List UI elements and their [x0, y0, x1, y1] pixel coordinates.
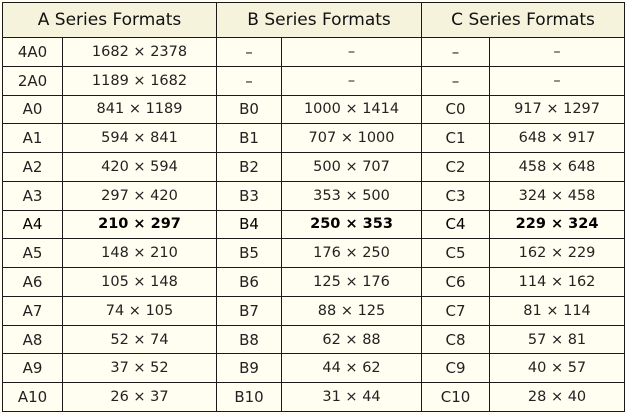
- b-dimensions-cell: 44 × 62: [282, 354, 422, 383]
- table-row: [3, 95, 625, 124]
- b-dimensions-cell: –: [282, 38, 422, 67]
- table-row: [3, 181, 625, 210]
- a-format-cell: A6: [3, 268, 63, 297]
- a-format-cell: A3: [3, 181, 63, 210]
- a-dimensions-cell: 26 × 37: [63, 383, 217, 412]
- c-format-cell: C4: [422, 210, 490, 239]
- a-format-cell: A10: [3, 383, 63, 412]
- c-dimensions-cell: 81 × 114: [490, 296, 625, 325]
- b-dimensions-cell: –: [282, 66, 422, 95]
- a-dimensions-cell: 1189 × 1682: [63, 66, 217, 95]
- c-format-cell: C8: [422, 325, 490, 354]
- header-row: [3, 3, 625, 38]
- a-dimensions-cell: 297 × 420: [63, 181, 217, 210]
- paper-sizes-table: [2, 2, 625, 412]
- c-dimensions-cell: 229 × 324: [490, 210, 625, 239]
- c-dimensions-cell: 458 × 648: [490, 153, 625, 182]
- b-dimensions-cell: 500 × 707: [282, 153, 422, 182]
- a-format-cell: A0: [3, 95, 63, 124]
- b-format-cell: B6: [217, 268, 282, 297]
- table-body: [3, 38, 625, 412]
- a-format-cell: A7: [3, 296, 63, 325]
- a-format-cell: A5: [3, 239, 63, 268]
- b-format-cell: B1: [217, 124, 282, 153]
- a-dimensions-cell: 210 × 297: [63, 210, 217, 239]
- table-row: [3, 153, 625, 182]
- c-series-header: C Series Formats: [422, 3, 625, 38]
- table-row: [3, 296, 625, 325]
- c-dimensions-cell: 114 × 162: [490, 268, 625, 297]
- table-row: [3, 124, 625, 153]
- c-dimensions-cell: 324 × 458: [490, 181, 625, 210]
- a-dimensions-cell: 52 × 74: [63, 325, 217, 354]
- b-format-cell: B7: [217, 296, 282, 325]
- a-dimensions-cell: 105 × 148: [63, 268, 217, 297]
- c-format-cell: C2: [422, 153, 490, 182]
- b-dimensions-cell: 353 × 500: [282, 181, 422, 210]
- table-row: [3, 354, 625, 383]
- b-dimensions-cell: 1000 × 1414: [282, 95, 422, 124]
- c-format-cell: C5: [422, 239, 490, 268]
- c-dimensions-cell: 162 × 229: [490, 239, 625, 268]
- c-format-cell: C0: [422, 95, 490, 124]
- c-format-cell: C1: [422, 124, 490, 153]
- table-row: [3, 325, 625, 354]
- b-series-header: B Series Formats: [217, 3, 422, 38]
- a-dimensions-cell: 37 × 52: [63, 354, 217, 383]
- a-format-cell: A8: [3, 325, 63, 354]
- c-format-cell: C7: [422, 296, 490, 325]
- a-format-cell: 4A0: [3, 38, 63, 67]
- c-dimensions-cell: 648 × 917: [490, 124, 625, 153]
- a-dimensions-cell: 420 × 594: [63, 153, 217, 182]
- b-format-cell: B10: [217, 383, 282, 412]
- b-format-cell: B8: [217, 325, 282, 354]
- a-format-cell: 2A0: [3, 66, 63, 95]
- c-dimensions-cell: 28 × 40: [490, 383, 625, 412]
- c-dimensions-cell: –: [490, 38, 625, 67]
- a-dimensions-cell: 1682 × 2378: [63, 38, 217, 67]
- b-format-cell: B2: [217, 153, 282, 182]
- b-format-cell: B5: [217, 239, 282, 268]
- b-format-cell: B9: [217, 354, 282, 383]
- a-dimensions-cell: 594 × 841: [63, 124, 217, 153]
- b-dimensions-cell: 250 × 353: [282, 210, 422, 239]
- a-dimensions-cell: 148 × 210: [63, 239, 217, 268]
- c-format-cell: C6: [422, 268, 490, 297]
- c-format-cell: C3: [422, 181, 490, 210]
- a-dimensions-cell: 841 × 1189: [63, 95, 217, 124]
- b-dimensions-cell: 707 × 1000: [282, 124, 422, 153]
- b-format-cell: –: [217, 66, 282, 95]
- a-format-cell: A9: [3, 354, 63, 383]
- b-dimensions-cell: 31 × 44: [282, 383, 422, 412]
- b-format-cell: –: [217, 38, 282, 67]
- a-format-cell: A4: [3, 210, 63, 239]
- a-series-header: A Series Formats: [3, 3, 217, 38]
- c-dimensions-cell: –: [490, 66, 625, 95]
- table-row: [3, 210, 625, 239]
- table-row: [3, 239, 625, 268]
- c-format-cell: –: [422, 66, 490, 95]
- b-format-cell: B4: [217, 210, 282, 239]
- c-format-cell: C9: [422, 354, 490, 383]
- c-dimensions-cell: 917 × 1297: [490, 95, 625, 124]
- b-dimensions-cell: 88 × 125: [282, 296, 422, 325]
- b-format-cell: B3: [217, 181, 282, 210]
- b-dimensions-cell: 176 × 250: [282, 239, 422, 268]
- table-row: [3, 66, 625, 95]
- b-dimensions-cell: 125 × 176: [282, 268, 422, 297]
- b-format-cell: B0: [217, 95, 282, 124]
- a-dimensions-cell: 74 × 105: [63, 296, 217, 325]
- c-dimensions-cell: 40 × 57: [490, 354, 625, 383]
- c-format-cell: C10: [422, 383, 490, 412]
- a-format-cell: A1: [3, 124, 63, 153]
- a-format-cell: A2: [3, 153, 63, 182]
- b-dimensions-cell: 62 × 88: [282, 325, 422, 354]
- c-format-cell: –: [422, 38, 490, 67]
- table-row: [3, 383, 625, 412]
- table-row: [3, 268, 625, 297]
- c-dimensions-cell: 57 × 81: [490, 325, 625, 354]
- table-row: [3, 38, 625, 67]
